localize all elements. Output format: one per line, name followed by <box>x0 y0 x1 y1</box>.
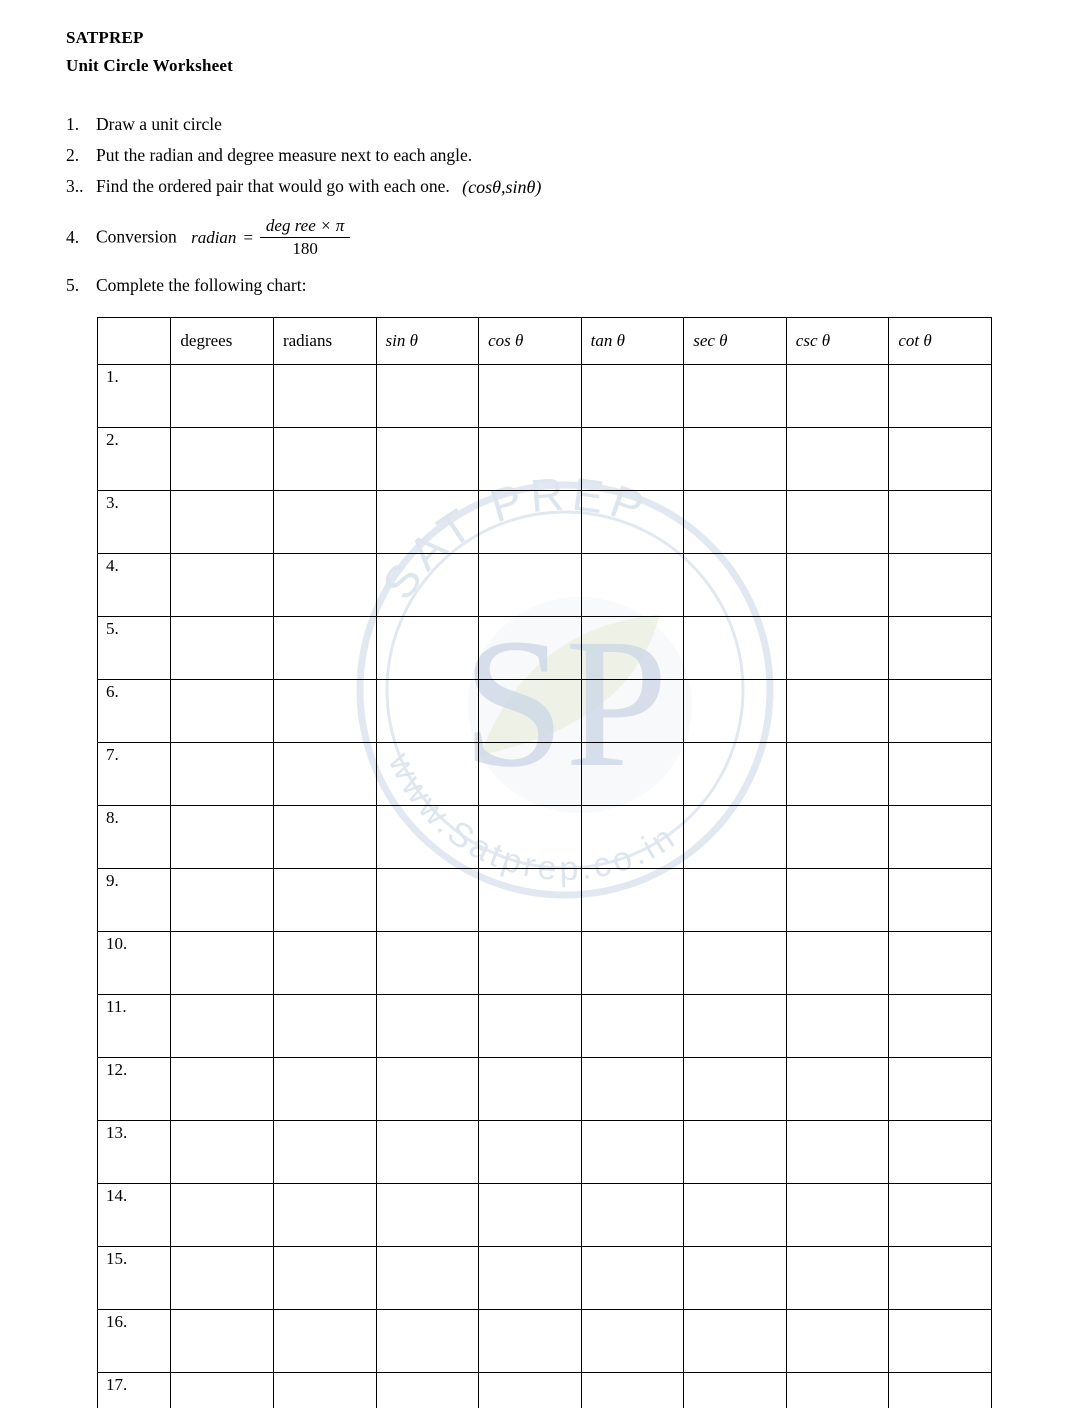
table-cell[interactable] <box>376 491 479 554</box>
table-cell[interactable] <box>786 554 889 617</box>
table-cell[interactable] <box>171 869 274 932</box>
header-cell-sec: sec θ <box>684 318 787 365</box>
table-row <box>98 680 992 743</box>
table-row <box>98 1058 992 1121</box>
table-cell[interactable] <box>889 1058 992 1121</box>
table-cell[interactable] <box>786 932 889 995</box>
table-row <box>98 617 992 680</box>
table-row <box>98 932 992 995</box>
table-row <box>98 1184 992 1247</box>
table-cell[interactable] <box>889 1310 992 1373</box>
table-cell[interactable] <box>273 869 376 932</box>
table-cell[interactable] <box>273 617 376 680</box>
table-cell[interactable] <box>581 428 684 491</box>
table-cell[interactable] <box>786 491 889 554</box>
formula-equals: = <box>242 228 254 248</box>
table-cell[interactable] <box>376 1247 479 1310</box>
table-row <box>98 1247 992 1310</box>
table-cell[interactable] <box>581 365 684 428</box>
table-cell[interactable] <box>786 680 889 743</box>
table-cell[interactable] <box>376 1121 479 1184</box>
table-cell[interactable] <box>684 869 787 932</box>
table-cell[interactable] <box>581 554 684 617</box>
instruction-item-4 <box>66 216 1006 258</box>
table-cell[interactable] <box>786 806 889 869</box>
table-cell[interactable] <box>171 617 274 680</box>
table-cell[interactable] <box>479 428 582 491</box>
trig-values-table <box>97 317 992 1408</box>
table-cell[interactable] <box>171 554 274 617</box>
table-cell[interactable] <box>684 1373 787 1408</box>
row-index: 16. <box>98 1310 171 1373</box>
header-cell-cot: cot θ <box>889 318 992 365</box>
table-row <box>98 995 992 1058</box>
row-index: 12. <box>98 1058 171 1121</box>
table-cell[interactable] <box>581 1184 684 1247</box>
formula-numerator: deg ree × π <box>260 216 350 238</box>
table-cell[interactable] <box>273 806 376 869</box>
table-cell[interactable] <box>889 1184 992 1247</box>
row-index: 6. <box>98 680 171 743</box>
row-index: 5. <box>98 617 171 680</box>
table-row <box>98 1121 992 1184</box>
instruction-text: Complete the following chart: <box>96 274 307 295</box>
table-cell[interactable] <box>171 1121 274 1184</box>
table-cell[interactable] <box>581 1310 684 1373</box>
table-cell[interactable] <box>376 1184 479 1247</box>
table-cell[interactable] <box>171 995 274 1058</box>
table-cell[interactable] <box>581 743 684 806</box>
table-row <box>98 1373 992 1408</box>
table-cell[interactable] <box>376 869 479 932</box>
header-cell-tan: tan θ <box>581 318 684 365</box>
instruction-number: 5. <box>66 274 80 295</box>
formula-denominator: 180 <box>292 239 318 259</box>
instruction-item-5 <box>66 271 1006 300</box>
table-cell[interactable] <box>479 806 582 869</box>
header-cell-degrees: degrees <box>171 318 274 365</box>
table-cell[interactable] <box>786 1373 889 1408</box>
table-cell[interactable] <box>786 1310 889 1373</box>
table-cell[interactable] <box>273 932 376 995</box>
table-cell[interactable] <box>479 743 582 806</box>
row-index: 4. <box>98 554 171 617</box>
instruction-text: Find the ordered pair that would go with each one. <box>96 176 450 196</box>
table-cell[interactable] <box>581 1121 684 1184</box>
table-cell[interactable] <box>684 491 787 554</box>
table-cell[interactable] <box>889 554 992 617</box>
table-cell[interactable] <box>171 1373 274 1408</box>
instructions-list <box>66 110 1006 302</box>
table-cell[interactable] <box>581 869 684 932</box>
row-index: 13. <box>98 1121 171 1184</box>
table-cell[interactable] <box>889 680 992 743</box>
table-cell[interactable] <box>786 995 889 1058</box>
table-cell[interactable] <box>273 1373 376 1408</box>
table-cell[interactable] <box>581 491 684 554</box>
table-cell[interactable] <box>889 869 992 932</box>
table-cell[interactable] <box>684 365 787 428</box>
table-cell[interactable] <box>273 1184 376 1247</box>
table-cell[interactable] <box>273 743 376 806</box>
instruction-number: 1. <box>66 114 80 134</box>
table-cell[interactable] <box>581 617 684 680</box>
table-cell[interactable] <box>684 617 787 680</box>
table-cell[interactable] <box>171 1310 274 1373</box>
table-cell[interactable] <box>786 869 889 932</box>
table-row <box>98 743 992 806</box>
table-cell[interactable] <box>684 806 787 869</box>
table-cell[interactable] <box>479 617 582 680</box>
table-cell[interactable] <box>889 491 992 554</box>
table-cell[interactable] <box>479 491 582 554</box>
instruction-text: Draw a unit circle <box>96 114 222 134</box>
row-index: 11. <box>98 995 171 1058</box>
table-cell[interactable] <box>273 554 376 617</box>
table-cell[interactable] <box>273 491 376 554</box>
header-cell-cos: cos θ <box>479 318 582 365</box>
table-cell[interactable] <box>889 617 992 680</box>
table-cell[interactable] <box>273 1247 376 1310</box>
brand-title: SATPREP <box>66 28 144 47</box>
table-cell[interactable] <box>889 806 992 869</box>
header-cell-csc: csc θ <box>786 318 889 365</box>
table-row <box>98 554 992 617</box>
table-cell[interactable] <box>581 995 684 1058</box>
table-cell[interactable] <box>684 1121 787 1184</box>
table-cell[interactable] <box>376 1310 479 1373</box>
table-cell[interactable] <box>479 995 582 1058</box>
row-index: 15. <box>98 1247 171 1310</box>
row-index: 8. <box>98 806 171 869</box>
table-cell[interactable] <box>684 1247 787 1310</box>
table-cell[interactable] <box>171 1058 274 1121</box>
instruction-number: 3.. <box>66 176 84 196</box>
table-cell[interactable] <box>376 554 479 617</box>
table-cell[interactable] <box>376 617 479 680</box>
table-cell[interactable] <box>786 1247 889 1310</box>
instruction-item-2 <box>66 141 1006 170</box>
table-cell[interactable] <box>273 1058 376 1121</box>
table-cell[interactable] <box>684 995 787 1058</box>
table-header-row <box>98 318 992 365</box>
table-cell[interactable] <box>171 428 274 491</box>
table-cell[interactable] <box>171 491 274 554</box>
formula-fraction <box>260 216 350 258</box>
trig-chart-container <box>97 317 992 1408</box>
instruction-text: Conversion <box>96 227 177 248</box>
table-cell[interactable] <box>479 1310 582 1373</box>
table-cell[interactable] <box>273 365 376 428</box>
table-cell[interactable] <box>581 806 684 869</box>
table-cell[interactable] <box>889 365 992 428</box>
table-cell[interactable] <box>171 806 274 869</box>
table-cell[interactable] <box>479 1373 582 1408</box>
table-cell[interactable] <box>684 1310 787 1373</box>
instruction-number: 2. <box>66 145 80 165</box>
instruction-text: Put the radian and degree measure next to each angle. <box>96 145 473 165</box>
table-cell[interactable] <box>479 869 582 932</box>
table-cell[interactable] <box>273 680 376 743</box>
table-cell[interactable] <box>889 995 992 1058</box>
table-cell[interactable] <box>479 1247 582 1310</box>
instruction-item-3 <box>66 172 1006 202</box>
table-cell[interactable] <box>376 1058 479 1121</box>
table-cell[interactable] <box>786 617 889 680</box>
table-cell[interactable] <box>171 680 274 743</box>
table-cell[interactable] <box>786 1121 889 1184</box>
table-cell[interactable] <box>171 932 274 995</box>
table-cell[interactable] <box>684 743 787 806</box>
table-cell[interactable] <box>479 365 582 428</box>
header-cell-blank <box>98 318 171 365</box>
svg-text:SAT PREP: SAT PREP <box>371 467 656 609</box>
table-cell[interactable] <box>786 428 889 491</box>
table-cell[interactable] <box>171 1247 274 1310</box>
table-cell[interactable] <box>581 1247 684 1310</box>
table-cell[interactable] <box>889 1247 992 1310</box>
table-cell[interactable] <box>479 554 582 617</box>
row-index: 14. <box>98 1184 171 1247</box>
table-cell[interactable] <box>889 743 992 806</box>
table-row <box>98 806 992 869</box>
row-index: 7. <box>98 743 171 806</box>
table-cell[interactable] <box>684 1184 787 1247</box>
table-cell[interactable] <box>479 680 582 743</box>
table-row <box>98 428 992 491</box>
table-cell[interactable] <box>786 365 889 428</box>
table-cell[interactable] <box>171 365 274 428</box>
table-row <box>98 1310 992 1373</box>
table-cell[interactable] <box>889 1121 992 1184</box>
table-cell[interactable] <box>479 1121 582 1184</box>
table-row <box>98 869 992 932</box>
table-cell[interactable] <box>376 743 479 806</box>
svg-text:www.Satprep.co.in: www.Satprep.co.in <box>380 747 685 889</box>
row-index: 1. <box>98 365 171 428</box>
formula-lhs: radian <box>191 228 237 248</box>
instruction-item-1 <box>66 110 1006 139</box>
row-index: 10. <box>98 932 171 995</box>
table-cell[interactable] <box>376 995 479 1058</box>
table-cell[interactable] <box>889 428 992 491</box>
table-cell[interactable] <box>889 932 992 995</box>
table-cell[interactable] <box>376 680 479 743</box>
table-cell[interactable] <box>171 743 274 806</box>
table-cell[interactable] <box>273 995 376 1058</box>
table-cell[interactable] <box>273 428 376 491</box>
table-cell[interactable] <box>684 554 787 617</box>
table-cell[interactable] <box>479 1058 582 1121</box>
table-cell[interactable] <box>376 932 479 995</box>
table-cell[interactable] <box>684 428 787 491</box>
table-cell[interactable] <box>376 1373 479 1408</box>
row-index: 2. <box>98 428 171 491</box>
table-cell[interactable] <box>273 1310 376 1373</box>
table-cell[interactable] <box>786 743 889 806</box>
table-cell[interactable] <box>684 1058 787 1121</box>
header-cell-sin: sin θ <box>376 318 479 365</box>
worksheet-title: Unit Circle Worksheet <box>66 56 233 75</box>
radian-conversion-formula <box>191 216 350 258</box>
row-index: 3. <box>98 491 171 554</box>
table-cell[interactable] <box>581 1373 684 1408</box>
row-index: 17. <box>98 1373 171 1408</box>
header-cell-radians: radians <box>273 318 376 365</box>
table-cell[interactable] <box>376 806 479 869</box>
table-row <box>98 365 992 428</box>
table-cell[interactable] <box>581 1058 684 1121</box>
table-cell[interactable] <box>889 1373 992 1408</box>
table-cell[interactable] <box>376 428 479 491</box>
table-cell[interactable] <box>273 1121 376 1184</box>
table-cell[interactable] <box>171 1184 274 1247</box>
table-cell[interactable] <box>786 1058 889 1121</box>
table-cell[interactable] <box>684 680 787 743</box>
svg-text:SP: SP <box>462 601 668 806</box>
row-index: 9. <box>98 869 171 932</box>
table-cell[interactable] <box>581 680 684 743</box>
table-cell[interactable] <box>479 1184 582 1247</box>
table-cell[interactable] <box>581 932 684 995</box>
instruction-number: 4. <box>66 227 80 248</box>
document-header <box>66 24 233 80</box>
table-cell[interactable] <box>376 365 479 428</box>
table-cell[interactable] <box>684 932 787 995</box>
ordered-pair-expression: (cosθ,sinθ) <box>462 177 542 198</box>
table-cell[interactable] <box>786 1184 889 1247</box>
table-cell[interactable] <box>479 932 582 995</box>
table-row <box>98 491 992 554</box>
